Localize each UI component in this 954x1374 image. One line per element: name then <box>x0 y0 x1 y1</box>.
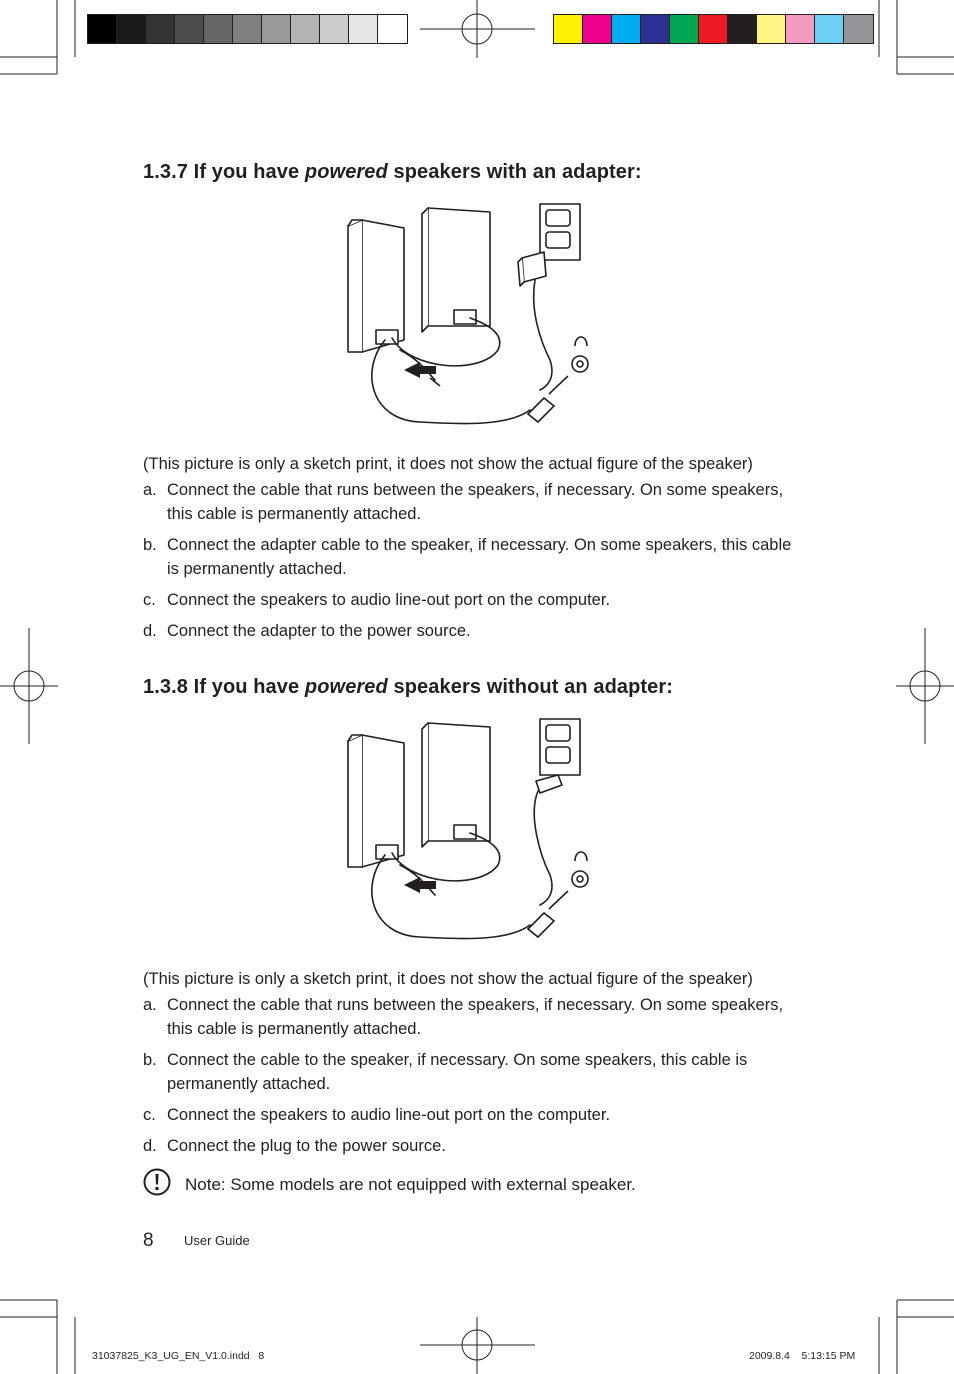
slug-timestamp: 2009.8.4 5:13:15 PM <box>749 1350 856 1362</box>
color-swatch <box>612 15 641 43</box>
heading-text-post: speakers with an adapter: <box>393 161 642 183</box>
heading-text-pre: If you have <box>193 676 300 698</box>
list-item <box>143 1048 803 1096</box>
step-marker: c. <box>143 591 156 609</box>
list-item <box>143 478 803 526</box>
page-number: 8 <box>143 1230 154 1251</box>
list-item <box>143 993 803 1041</box>
illustration-caption: (This picture is only a sketch print, it does not show the actual figure of the speaker) <box>143 970 753 988</box>
step-text: Connect the adapter cable to the speaker, if necessary. On some speakers, this cable is permanently attached. <box>167 536 792 578</box>
process-color-bar <box>553 14 874 44</box>
step-marker: a. <box>143 481 157 499</box>
section-heading-without-adapter <box>143 676 673 699</box>
speakers-with-adapter-illustration <box>340 200 600 440</box>
step-marker: d. <box>143 1137 157 1155</box>
power-adapter <box>522 252 546 282</box>
speakers-without-adapter-illustration <box>340 715 600 955</box>
color-swatch <box>88 15 117 43</box>
heading-text-post: speakers without an adapter: <box>393 676 674 698</box>
slug-filename: 31037825_K3_UG_EN_V1.0.indd 8 <box>92 1350 265 1362</box>
color-swatch <box>815 15 844 43</box>
note-text: Note: Some models are not equipped with external speaker. <box>185 1175 636 1194</box>
step-text: Connect the cable that runs between the speakers, if necessary. On some speakers, this cable is permanently attached. <box>167 996 784 1038</box>
list-item <box>143 588 803 612</box>
color-swatch <box>117 15 146 43</box>
rear-speaker <box>428 208 490 326</box>
color-swatch <box>670 15 699 43</box>
step-text: Connect the adapter to the power source. <box>167 622 471 640</box>
footer-title: User Guide <box>184 1233 250 1248</box>
list-item <box>143 1134 803 1158</box>
audio-cable <box>372 340 530 424</box>
headphone-icon <box>575 852 587 861</box>
color-swatch <box>204 15 233 43</box>
step-text: Connect the plug to the power source. <box>167 1137 446 1155</box>
power-cable <box>534 791 552 905</box>
step-marker: a. <box>143 996 157 1014</box>
heading-text-emphasis: powered <box>304 676 388 698</box>
color-swatch <box>146 15 175 43</box>
color-swatch <box>583 15 612 43</box>
color-swatch <box>233 15 262 43</box>
power-plug <box>536 775 562 793</box>
audio-plug <box>528 913 554 937</box>
illustration-caption: (This picture is only a sketch print, it does not show the actual figure of the speaker) <box>143 455 753 473</box>
step-marker: b. <box>143 1051 157 1069</box>
grayscale-color-bar <box>87 14 408 44</box>
list-item <box>143 533 803 581</box>
step-text: Connect the speakers to audio line-out port on the computer. <box>167 591 611 609</box>
audio-cable <box>372 855 530 939</box>
rear-speaker <box>428 723 490 841</box>
step-text: Connect the cable that runs between the speakers, if necessary. On some speakers, this cable is permanently attached. <box>167 481 784 523</box>
color-swatch <box>320 15 349 43</box>
step-marker: c. <box>143 1106 156 1124</box>
color-swatch <box>844 15 873 43</box>
list-item <box>143 619 803 643</box>
color-swatch <box>728 15 757 43</box>
list-item <box>143 1103 803 1127</box>
step-text: Connect the cable to the speaker, if necessary. On some speakers, this cable is permanently attached. <box>167 1051 748 1093</box>
color-swatch <box>554 15 583 43</box>
color-swatch <box>641 15 670 43</box>
step-marker: d. <box>143 622 157 640</box>
audio-plug <box>528 398 554 422</box>
section-heading-with-adapter <box>143 161 642 184</box>
section-number: 1.3.7 <box>143 161 188 183</box>
steps-list-with-adapter <box>143 478 803 650</box>
color-swatch <box>757 15 786 43</box>
color-swatch <box>786 15 815 43</box>
color-swatch <box>175 15 204 43</box>
steps-list-without-adapter <box>143 993 803 1165</box>
heading-text-emphasis: powered <box>304 161 388 183</box>
color-swatch <box>378 15 407 43</box>
section-number: 1.3.8 <box>143 676 188 698</box>
step-marker: b. <box>143 536 157 554</box>
color-swatch <box>262 15 291 43</box>
color-swatch <box>349 15 378 43</box>
headphone-icon <box>575 337 587 346</box>
exclamation-circle-icon <box>143 1168 171 1196</box>
heading-text-pre: If you have <box>193 161 300 183</box>
step-text: Connect the speakers to audio line-out port on the computer. <box>167 1106 611 1124</box>
adapter-cable <box>534 280 552 390</box>
color-swatch <box>291 15 320 43</box>
color-swatch <box>699 15 728 43</box>
